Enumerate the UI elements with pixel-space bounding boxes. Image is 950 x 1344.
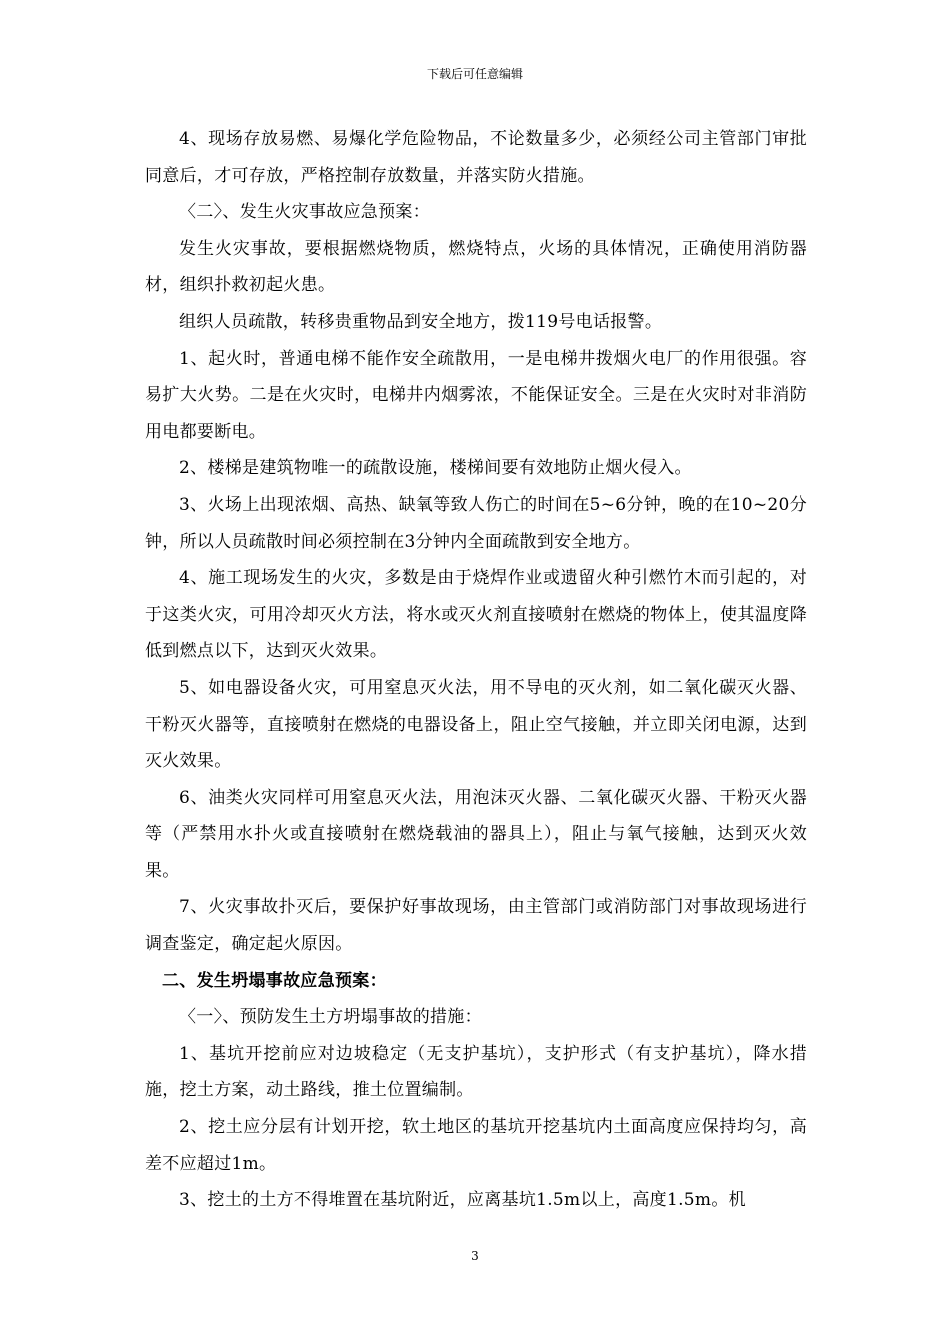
- section-heading: 二、发生坍塌事故应急预案：: [162, 970, 387, 991]
- paragraph: 1、起火时，普通电梯不能作安全疏散用，一是电梯井拨烟火电厂的作用很强。容易扩大火势。二是在火灾时，电梯井内烟雾浓，不能保证安全。三是在火灾时对非消防用电都要断电。: [145, 348, 807, 442]
- paragraph: 5、如电器设备火灾，可用窒息灭火法，用不导电的灭火剂，如二氧化碳灭火器、干粉灭火器等，直接喷射在燃烧的电器设备上，阻止空气接触，并立即关闭电源，达到灭火效果。: [145, 677, 807, 772]
- document-body: [145, 121, 807, 1219]
- section-subheading: 〈一〉、预防发生土方坍塌事故的措施：: [179, 1007, 482, 1028]
- paragraph: 2、楼梯是建筑物唯一的疏散设施，楼梯间要有效地防止烟火侵入。: [179, 458, 692, 479]
- paragraph: 4、现场存放易燃、易爆化学危险物品，不论数量多少，必须经公司主管部门审批同意后，才可存放，严格控制存放数量，并落实防火措施。: [145, 129, 807, 186]
- paragraph: 3、火场上出现浓烟、高热、缺氧等致人伤亡的时间在5~6分钟，晚的在10~20分钟，所以人员疏散时间必须控制在3分钟内全面疏散到安全地方。: [145, 494, 807, 552]
- paragraph: 组织人员疏散，转移贵重物品到安全地方，拨119号电话报警。: [179, 311, 663, 332]
- paragraph: 发生火灾事故，要根据燃烧物质，燃烧特点，火场的具体情况，正确使用消防器材，组织扑救初起火患。: [145, 238, 807, 296]
- paragraph: 7、火灾事故扑灭后，要保护好事故现场，由主管部门或消防部门对事故现场进行调查鉴定，确定起火原因。: [145, 897, 807, 955]
- page-number: 3: [471, 1249, 479, 1263]
- section-subheading: 〈二〉、发生火灾事故应急预案：: [179, 202, 430, 223]
- paragraph: 3、挖土的土方不得堆置在基坑附近，应离基坑1.5m以上，高度1.5m。机: [179, 1190, 746, 1211]
- paragraph: 6、油类火灾同样可用窒息灭火法，用泡沫灭火器、二氧化碳灭火器、干粉灭火器等（严禁用水扑火或直接喷射在燃烧载油的器具上），阻止与氧气接触，达到灭火效果。: [145, 787, 807, 881]
- paragraph: 1、基坑开挖前应对边坡稳定（无支护基坑），支护形式（有支护基坑），降水措施，挖土方案，动土路线，推土位置编制。: [145, 1043, 807, 1101]
- paragraph: 2、挖土应分层有计划开挖，软土地区的基坑开挖基坑内土面高度应保持均匀，高差不应超过1m。: [145, 1117, 807, 1174]
- paragraph: 4、施工现场发生的火灾，多数是由于烧焊作业或遗留火种引燃竹木而引起的，对于这类火灾，可用冷却灭火方法，将水或灭火剂直接喷射在燃烧的物体上，使其温度降低到燃点以下，达到灭火效果。: [145, 568, 807, 662]
- page-header: 下载后可任意编辑: [426, 67, 523, 81]
